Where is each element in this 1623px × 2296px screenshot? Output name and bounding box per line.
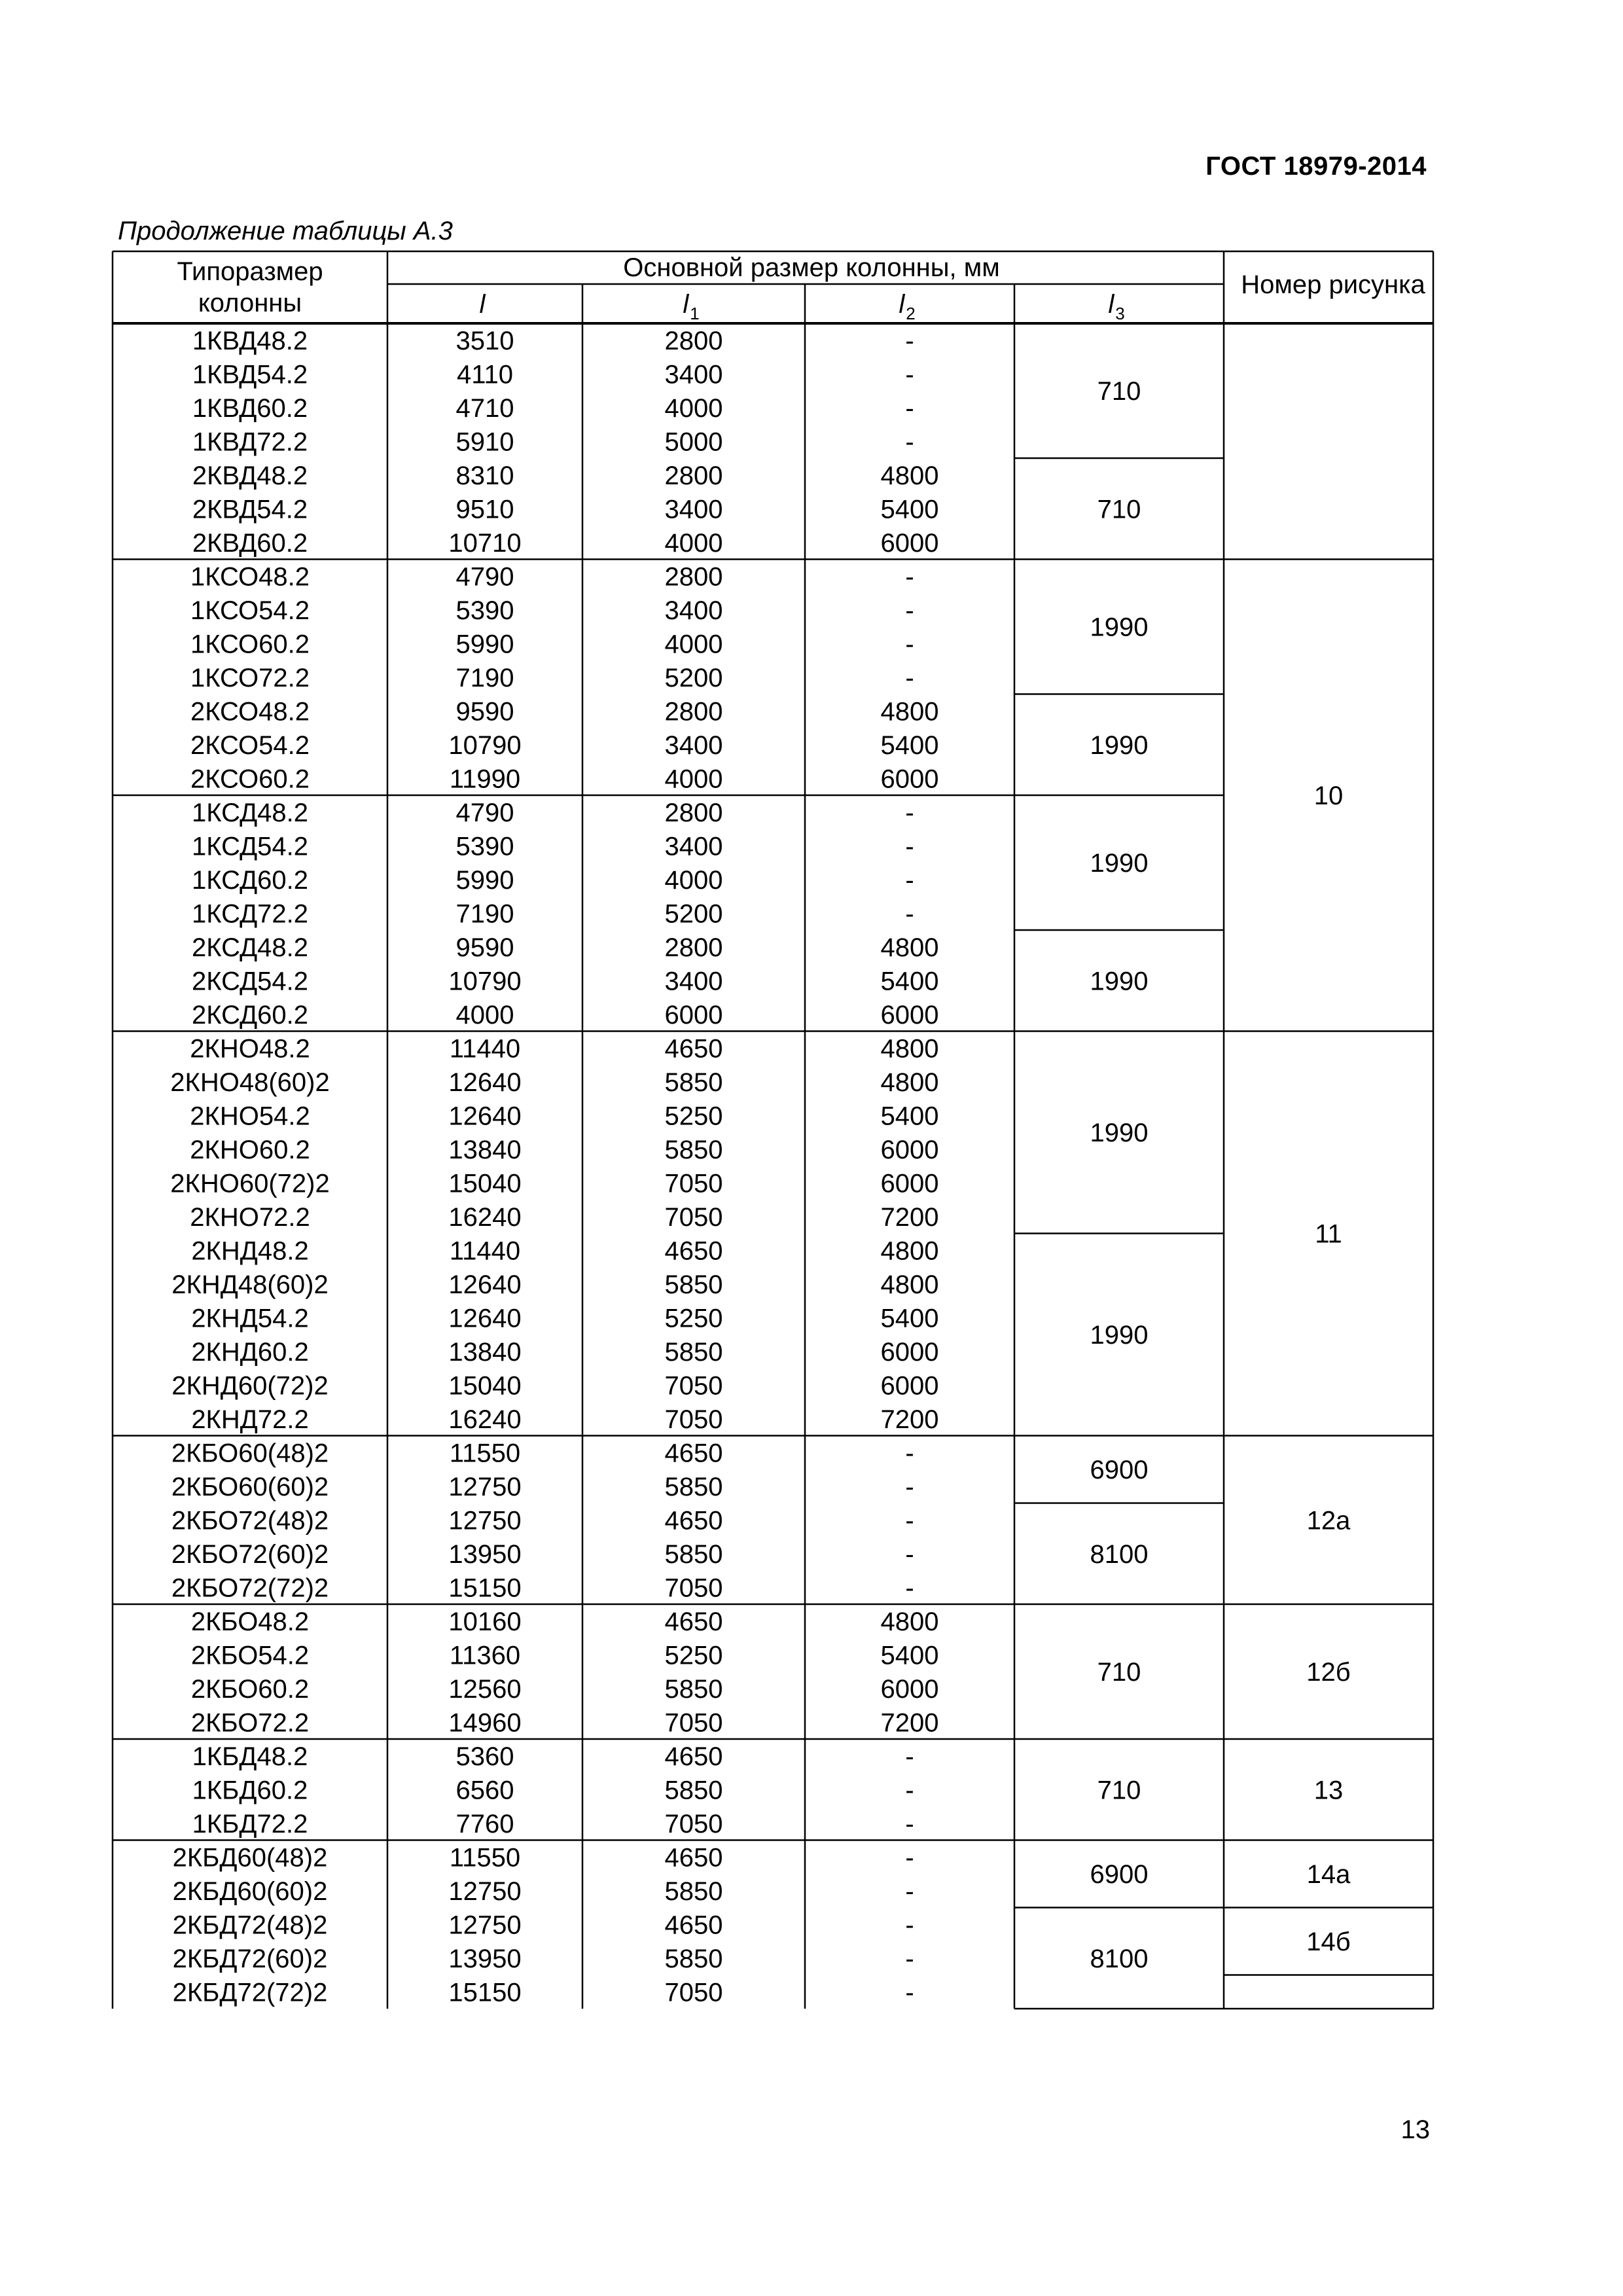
cell-l: 12750 [448, 1910, 522, 1940]
table-row [192, 1001, 939, 1030]
cell-l: 5990 [455, 630, 514, 659]
cell-l2: 5400 [880, 1102, 939, 1131]
cell-l2: 6000 [880, 1371, 939, 1401]
table-row [192, 529, 939, 558]
cell-l2: - [905, 1742, 914, 1771]
l3-cell: 1990 [1090, 1321, 1149, 1350]
cell-type: 1КВД60.2 [192, 393, 308, 423]
cell-type: 2КБО48.2 [190, 1607, 310, 1636]
l3-cell: 710 [1097, 495, 1141, 524]
cell-l1: 5250 [664, 1102, 723, 1131]
cell-l: 10790 [448, 730, 522, 760]
cell-type: 1КСО60.2 [190, 630, 310, 659]
table-row [192, 967, 939, 996]
cell-l: 6560 [455, 1776, 514, 1805]
cell-l: 11990 [449, 764, 521, 794]
cell-l2: 4800 [880, 697, 939, 726]
cell-type: 2КНД48(60)2 [171, 1270, 329, 1299]
cell-l1: 5850 [664, 1776, 723, 1805]
cell-l1: 4000 [664, 393, 723, 423]
cell-type: 1КБД48.2 [192, 1742, 308, 1771]
cell-l1: 5850 [664, 1337, 723, 1367]
l3-cell: 6900 [1090, 1456, 1149, 1484]
cell-l2: 5400 [880, 495, 939, 524]
cell-type: 2КБО60.2 [190, 1674, 310, 1704]
cell-l1: 3400 [664, 730, 723, 760]
cell-l2: 4800 [880, 933, 939, 962]
cell-l: 7190 [455, 899, 514, 929]
cell-l2: - [905, 1944, 914, 1973]
cell-l: 13950 [448, 1944, 522, 1973]
cell-l: 12640 [448, 1304, 522, 1333]
cell-l2: - [905, 1573, 914, 1603]
cell-l: 13950 [448, 1539, 522, 1569]
cell-l1: 2800 [664, 697, 723, 726]
cell-l1: 2800 [664, 562, 723, 592]
cell-l: 10160 [448, 1607, 522, 1636]
cell-l1: 4000 [664, 630, 723, 659]
cell-l2: - [905, 1539, 914, 1569]
cell-l2: 6000 [880, 1135, 939, 1164]
dimension-header-3: $l_2$ [899, 290, 916, 323]
cell-l1: 4650 [664, 1439, 723, 1468]
page-number: 13 [1400, 2115, 1430, 2144]
cell-l1: 5850 [664, 1876, 723, 1906]
cell-l1: 5250 [664, 1304, 723, 1333]
cell-l2: 5400 [880, 1304, 939, 1333]
l3-cell: 1990 [1090, 967, 1149, 996]
cell-type: 2КБО72(60)2 [171, 1539, 329, 1569]
figure-cell: 11 [1315, 1219, 1342, 1249]
l3-cell: 1990 [1090, 1119, 1149, 1147]
cell-l1: 4000 [664, 528, 723, 558]
cell-l1: 5850 [664, 1944, 723, 1973]
cell-l1: 5250 [664, 1641, 723, 1670]
cell-l2: - [905, 596, 914, 625]
table-row [171, 1439, 914, 1467]
cell-l1: 2800 [664, 933, 723, 962]
cell-type: 2КНД60.2 [191, 1337, 309, 1367]
header-main-dimension: Основной размер колонны, мм [623, 253, 1000, 282]
cell-l1: 5200 [664, 663, 723, 692]
cell-type: 2КНД48.2 [191, 1236, 309, 1266]
table-row [191, 1338, 938, 1367]
document-standard-header: ГОСТ 18979-2014 [1205, 152, 1427, 181]
cell-type: 2КБД72(72)2 [172, 1978, 328, 2007]
cell-type: 2КНД72.2 [191, 1405, 309, 1434]
cell-l1: 4650 [664, 1742, 723, 1771]
table-row [190, 764, 939, 793]
table-row [173, 1843, 914, 1872]
cell-l1: 5200 [664, 899, 723, 929]
cell-l1: 7050 [664, 1371, 723, 1401]
cell-l2: 4800 [880, 461, 939, 490]
cell-l1: 4650 [664, 1607, 723, 1636]
table-row [171, 1371, 938, 1400]
cell-l: 10790 [448, 967, 522, 996]
cell-l1: 5850 [664, 1135, 723, 1164]
cell-type: 2КБД60(48)2 [172, 1843, 328, 1873]
dimension-header-2: $l_1$ [683, 290, 700, 323]
table-row [173, 1945, 914, 1973]
cell-l2: - [905, 326, 914, 355]
cell-l: 12640 [448, 1102, 522, 1131]
cell-type: 2КБО72(48)2 [171, 1506, 329, 1535]
l3-cell: 710 [1097, 1776, 1141, 1805]
figure-column [1306, 781, 1351, 1956]
cell-l1: 4650 [664, 1034, 723, 1064]
cell-type: 2КНО72.2 [190, 1202, 310, 1232]
cell-type: 2КБО72.2 [190, 1708, 310, 1738]
table-row [173, 1877, 914, 1906]
l3-cell: 1990 [1090, 613, 1149, 642]
cell-l1: 3400 [664, 832, 723, 861]
cell-l2: - [905, 1439, 914, 1468]
cell-type: 2КНД60(72)2 [171, 1371, 329, 1401]
cell-l1: 2800 [664, 326, 723, 355]
cell-l: 11550 [449, 1439, 521, 1468]
cell-type: 1КСО72.2 [190, 663, 310, 692]
cell-l: 13840 [448, 1337, 522, 1367]
cell-l2: 6000 [880, 1000, 939, 1030]
cell-l1: 3400 [664, 495, 723, 524]
cell-l2: 6000 [880, 1337, 939, 1367]
cell-type: 2КСД48.2 [191, 933, 309, 962]
cell-l2: - [905, 562, 914, 592]
cell-l2: 4800 [880, 1607, 939, 1636]
header-type-line2: колонны [198, 289, 302, 317]
cell-type: 2КНО60.2 [190, 1135, 310, 1164]
figure-cell: 14б [1306, 1928, 1351, 1956]
cell-l: 7190 [455, 663, 514, 692]
cell-type: 1КВД48.2 [192, 326, 308, 355]
table-row [171, 1506, 914, 1535]
figure-cell: 12а [1306, 1506, 1351, 1535]
cell-l1: 7050 [664, 1405, 723, 1434]
table-row [190, 697, 939, 726]
cell-l2: - [905, 427, 914, 457]
table-row [191, 1607, 939, 1636]
cell-type: 1КБД72.2 [192, 1809, 308, 1839]
cell-type: 1КВД72.2 [192, 427, 308, 457]
cell-l: 5990 [455, 865, 514, 895]
cell-l2: 7200 [880, 1202, 939, 1232]
figure-cell: 12б [1306, 1658, 1351, 1687]
cell-l1: 7050 [664, 1169, 723, 1198]
cell-type: 2КВД54.2 [192, 495, 308, 524]
cell-l2: - [905, 1910, 914, 1940]
cell-type: 2КНО54.2 [190, 1102, 310, 1131]
l3-cell: 8100 [1090, 1539, 1149, 1569]
l3-cell: 710 [1097, 1658, 1141, 1687]
table-row [192, 495, 939, 524]
cell-l: 3510 [455, 326, 514, 355]
cell-type: 2КСО60.2 [190, 764, 310, 794]
figure-cell: 13 [1313, 1776, 1344, 1805]
cell-l: 5390 [455, 832, 514, 861]
cell-l2: - [905, 1843, 914, 1873]
cell-l2: 5400 [880, 967, 939, 996]
cell-l2: - [905, 1978, 914, 2007]
l3-cell: 710 [1097, 377, 1141, 406]
cell-l2: - [905, 663, 914, 692]
cell-l: 4790 [455, 798, 514, 827]
cell-type: 1КСД72.2 [191, 899, 309, 929]
cell-type: 2КВД60.2 [192, 528, 308, 558]
table-row [190, 1034, 938, 1063]
cell-l2: 4800 [880, 1236, 939, 1266]
cell-l: 15040 [448, 1169, 522, 1198]
dimension-column-headers [480, 290, 1125, 323]
table-row [170, 1169, 938, 1198]
cell-l1: 5000 [664, 427, 723, 457]
cell-type: 2КСО48.2 [190, 697, 310, 726]
cell-type: 1КВД54.2 [192, 360, 308, 389]
cell-l: 9590 [455, 933, 514, 962]
cell-l1: 4000 [664, 865, 723, 895]
cell-l2: - [905, 1472, 914, 1501]
cell-l2: - [905, 1506, 914, 1535]
cell-l: 11550 [449, 1843, 521, 1873]
cell-l2: - [905, 865, 914, 895]
cell-l: 14960 [448, 1708, 522, 1738]
cell-l2: 4800 [880, 1067, 939, 1097]
table-row [173, 1978, 914, 2007]
table-caption: Продолжение таблицы А.3 [118, 217, 453, 245]
cell-l: 12750 [448, 1506, 522, 1535]
cell-l2: 4800 [880, 1270, 939, 1299]
cell-l1: 3400 [664, 967, 723, 996]
cell-l1: 4000 [664, 764, 723, 794]
cell-l1: 5850 [664, 1674, 723, 1704]
cell-type: 2КБО60(48)2 [171, 1439, 329, 1468]
cell-type: 2КБО60(60)2 [171, 1472, 329, 1501]
table-row [190, 1136, 938, 1164]
cell-l1: 4650 [664, 1843, 723, 1873]
cell-l: 8310 [455, 461, 514, 490]
cell-l: 15040 [448, 1371, 522, 1401]
cell-l: 15150 [448, 1573, 522, 1603]
table-row [192, 933, 939, 962]
cell-type: 2КНД54.2 [191, 1304, 309, 1333]
figure-cell: 10 [1313, 781, 1344, 810]
cell-l2: 5400 [880, 730, 939, 760]
table-row [191, 1708, 939, 1737]
cell-l1: 7050 [664, 1708, 723, 1738]
cell-l: 15150 [448, 1978, 522, 2007]
cell-l: 9590 [455, 697, 514, 726]
table-row [191, 1236, 938, 1265]
cell-l2: 6000 [880, 764, 939, 794]
cell-l1: 3400 [664, 596, 723, 625]
cell-type: 1КСО48.2 [190, 562, 310, 592]
cell-l: 4710 [455, 393, 514, 423]
dimension-header-4: $l_3$ [1108, 290, 1125, 323]
cell-l: 13840 [448, 1135, 522, 1164]
table-row [190, 1203, 938, 1232]
l3-column [1090, 377, 1149, 1973]
cell-type: 1КСД48.2 [191, 798, 309, 827]
cell-l: 4790 [455, 562, 514, 592]
cell-type: 1КСО54.2 [190, 596, 310, 625]
cell-l1: 7050 [664, 1978, 723, 2007]
table-row [171, 1473, 914, 1501]
table-row [192, 461, 939, 490]
cell-l: 12640 [448, 1067, 522, 1097]
cell-l2: - [905, 798, 914, 827]
table-row [171, 1540, 914, 1569]
cell-l2: - [905, 899, 914, 929]
cell-l: 11440 [449, 1034, 521, 1064]
cell-l1: 5850 [664, 1539, 723, 1569]
cell-l2: 5400 [880, 1641, 939, 1670]
figure-cell: 14а [1306, 1860, 1351, 1889]
cell-l2: - [905, 1876, 914, 1906]
cell-l: 7760 [455, 1809, 514, 1839]
cell-l: 12560 [448, 1674, 522, 1704]
cell-l1: 5850 [664, 1472, 723, 1501]
cell-type: 2КБД72(48)2 [172, 1910, 328, 1940]
l3-cell: 1990 [1090, 849, 1149, 878]
cell-l: 11440 [449, 1236, 521, 1266]
cell-l2: 6000 [880, 1674, 939, 1704]
cell-l2: - [905, 1809, 914, 1839]
cell-type: 1КСД54.2 [191, 832, 309, 861]
cell-l2: 7200 [880, 1405, 939, 1434]
header-type-line1: Типоразмер [177, 257, 323, 286]
cell-type: 2КБО54.2 [190, 1641, 310, 1670]
cell-l: 12640 [448, 1270, 522, 1299]
cell-l: 5910 [455, 427, 514, 457]
dimension-header-1: l [479, 290, 486, 319]
cell-l2: 6000 [880, 528, 939, 558]
cell-l: 16240 [448, 1202, 522, 1232]
cell-l1: 3400 [664, 360, 723, 389]
cell-l: 4110 [456, 360, 514, 389]
cell-l: 12750 [448, 1876, 522, 1906]
cell-l2: - [905, 393, 914, 423]
cell-l1: 2800 [664, 798, 723, 827]
cell-l: 9510 [455, 495, 514, 524]
cell-type: 2КБД72(60)2 [172, 1944, 328, 1973]
cell-l1: 7050 [664, 1809, 723, 1839]
cell-type: 2КНО60(72)2 [170, 1169, 330, 1198]
cell-l2: 4800 [880, 1034, 939, 1064]
cell-l: 4000 [455, 1000, 514, 1030]
cell-type: 1КБД60.2 [192, 1776, 308, 1805]
l3-cell: 6900 [1090, 1860, 1149, 1889]
cell-l2: - [905, 630, 914, 659]
header-figure-number: Номер рисунка [1241, 270, 1425, 299]
cell-l2: 6000 [880, 1169, 939, 1198]
cell-l: 12750 [448, 1472, 522, 1501]
table-header [177, 253, 1425, 317]
cell-l2: - [905, 360, 914, 389]
table-row [191, 1675, 939, 1704]
cell-l2: - [905, 832, 914, 861]
table-row [191, 1304, 938, 1333]
table-row [171, 1573, 914, 1602]
table-row [190, 1102, 938, 1130]
cell-type: 2КБД60(60)2 [172, 1876, 328, 1906]
l3-cell: 1990 [1090, 730, 1149, 760]
table-row [191, 1641, 939, 1670]
table-row [190, 731, 939, 760]
cell-l: 16240 [448, 1405, 522, 1434]
cell-type: 2КСД60.2 [191, 1000, 309, 1030]
cell-l1: 5850 [664, 1067, 723, 1097]
cell-l: 5390 [455, 596, 514, 625]
table-row [170, 1068, 938, 1097]
cell-l1: 4650 [664, 1910, 723, 1940]
cell-type: 2КВД48.2 [192, 461, 308, 490]
table-row [171, 1270, 938, 1299]
cell-l1: 5850 [664, 1270, 723, 1299]
table-row [191, 1405, 938, 1434]
l3-cell: 8100 [1090, 1944, 1149, 1973]
cell-l1: 7050 [664, 1202, 723, 1232]
table-row [173, 1910, 914, 1939]
cell-l1: 6000 [664, 1000, 723, 1030]
cell-l: 10710 [448, 528, 522, 558]
table-body [170, 327, 938, 2007]
cell-l2: - [905, 1776, 914, 1805]
cell-l1: 4650 [664, 1506, 723, 1535]
cell-l1: 7050 [664, 1573, 723, 1603]
cell-type: 2КНО48(60)2 [170, 1067, 330, 1097]
cell-type: 2КСО54.2 [190, 730, 310, 760]
cell-l: 5360 [455, 1742, 514, 1771]
cell-l2: 7200 [880, 1708, 939, 1738]
cell-type: 2КСД54.2 [191, 967, 309, 996]
cell-l1: 2800 [664, 461, 723, 490]
cell-type: 2КБО72(72)2 [171, 1573, 329, 1603]
cell-type: 2КНО48.2 [190, 1034, 310, 1064]
cell-l: 11360 [449, 1641, 521, 1670]
cell-l1: 4650 [664, 1236, 723, 1266]
cell-type: 1КСД60.2 [191, 865, 309, 895]
table-grid [113, 251, 1433, 2009]
